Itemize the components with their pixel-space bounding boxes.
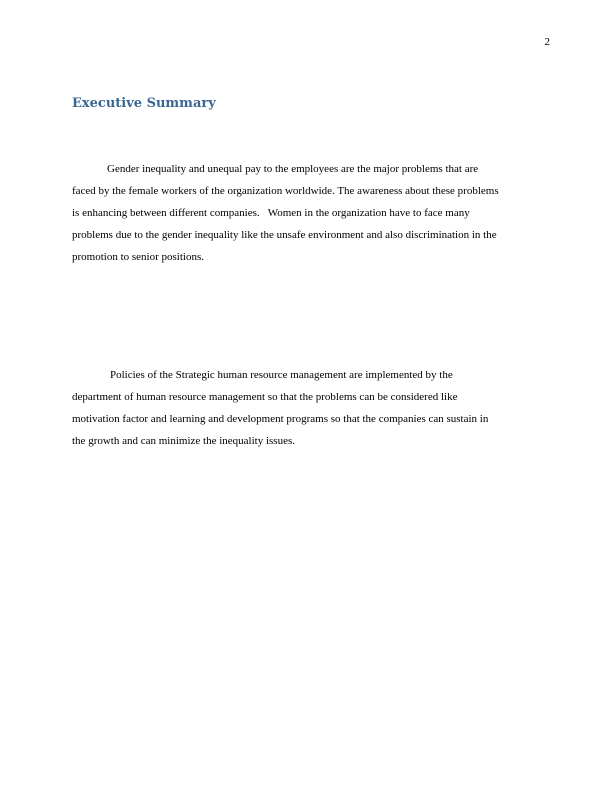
page-number: 2 — [544, 36, 550, 48]
paragraph-1 — [72, 114, 542, 312]
section-heading: Executive Summary — [72, 96, 216, 111]
paragraph-line: motivation factor and learning and development programs so that the companies can sustain in — [72, 413, 489, 425]
paragraph-line: Policies of the Strategic human resource management are implemented by the — [110, 369, 453, 381]
document-body — [72, 94, 542, 496]
paragraph-2 — [72, 320, 542, 496]
paragraph-line: the growth and can minimize the inequality issues. — [72, 435, 296, 447]
paragraph-line: faced by the female workers of the organization worldwide. The awareness about these problems — [72, 185, 499, 197]
paragraph-line: problems due to the gender inequality like the unsafe environment and also discrimination in the — [72, 229, 497, 241]
paragraph-line: promotion to senior positions. — [72, 251, 204, 263]
paragraph-line: is enhancing between different companies. Women in the organization have to face many — [72, 207, 470, 219]
paragraph-line: department of human resource management so that the problems can be considered like — [72, 391, 458, 403]
paragraph-line: Gender inequality and unequal pay to the employees are the major problems that are — [107, 163, 479, 175]
